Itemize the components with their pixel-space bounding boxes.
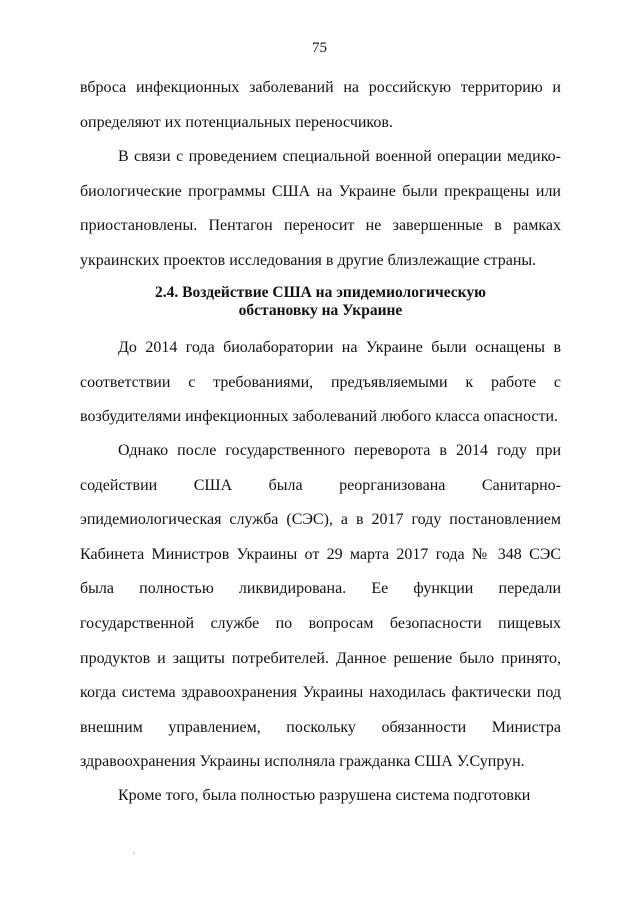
section-heading-line-1: 2.4. Воздействие США на эпидемиологическую xyxy=(155,284,486,301)
paragraph-biolabs-before-2014: До 2014 года биолаборатории на Украине были оснащены в соответствии с требованиями, предъявляемыми к работе с возбудителями инфекционных заболеваний любого класса опасности. xyxy=(80,339,561,426)
section-heading-line-2: обстановку на Украине xyxy=(238,302,403,319)
scan-speck xyxy=(133,852,135,854)
paragraph-military-operation: В связи с проведением специальной военной операции медико-биологические программы США на Украине были прекращены или приостановлены. Пентагон переносит не завершенные в рамках украинских проектов исследования в другие близлежащие страны. xyxy=(80,148,561,269)
section-heading xyxy=(80,284,561,320)
paragraph-training-system: Кроме того, была полностью разрушена система подготовки xyxy=(118,787,531,804)
paragraph-ses-reorganization: Однако после государственного переворота в 2014 году при содействии США была реорганизована Санитарно-эпидемиологическая служба (СЭС), а в 2017 году постановлением Кабинета Министров Украины от 29 марта 2017 года № 348 СЭС была полностью ликвидирована. Ее функции передали государственной службе по вопросам безопасности пищевых продуктов и защиты потребителей. Данное решение было принято, когда система здравоохранения Украины находилась фактически под внешним управлением, поскольку обязанности Министра здравоохранения Украины исполняла гражданка США У.Супрун. xyxy=(80,442,561,771)
paragraph-continuation: вброса инфекционных заболеваний на российскую территорию и определяют их потенциальных переносчиков. xyxy=(80,79,561,131)
page-number: 75 xyxy=(312,40,327,56)
